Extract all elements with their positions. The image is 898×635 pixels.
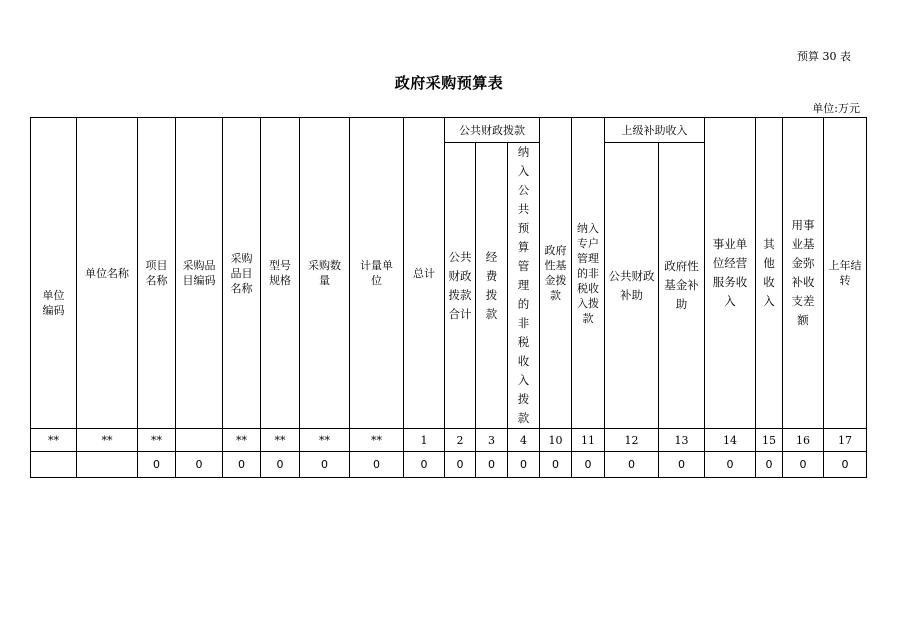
value-cell: 0 xyxy=(705,452,756,478)
header-public-fiscal-subtotal: 公共财政拨款合计 xyxy=(445,143,476,429)
header-non-tax-public: 纳入公共预算管理的非税收入拨款 xyxy=(508,143,540,429)
value-cell: 0 xyxy=(540,452,572,478)
procurement-budget-table xyxy=(30,117,867,478)
value-cell: 0 xyxy=(824,452,867,478)
column-number-cell: 2 xyxy=(445,429,476,452)
header-other-income: 其他收入 xyxy=(756,118,783,429)
column-number-cell: 12 xyxy=(605,429,659,452)
column-number-cell: ** xyxy=(350,429,404,452)
value-cell: 0 xyxy=(300,452,350,478)
column-number-cell: 4 xyxy=(508,429,540,452)
value-cell: 0 xyxy=(350,452,404,478)
header-quantity: 采购数量 xyxy=(300,118,350,429)
value-cell: 0 xyxy=(261,452,300,478)
header-total: 总计 xyxy=(404,118,445,429)
header-business-income: 事业单位经营服务收入 xyxy=(705,118,756,429)
value-cell: 0 xyxy=(508,452,540,478)
page-title: 政府采购预算表 xyxy=(394,74,504,92)
column-number-cell: ** xyxy=(300,429,350,452)
value-cell: 0 xyxy=(223,452,261,478)
column-number-cell: 3 xyxy=(476,429,508,452)
header-reserve-fund: 用事业基金弥补收支差额 xyxy=(783,118,824,429)
header-project-name: 项目名称 xyxy=(138,118,176,429)
column-number-cell: 17 xyxy=(824,429,867,452)
header-measure-unit: 计量单位 xyxy=(350,118,404,429)
value-row xyxy=(31,452,867,478)
column-number-cell: ** xyxy=(138,429,176,452)
header-carryover: 上年结转 xyxy=(824,118,867,429)
column-number-cell: 14 xyxy=(705,429,756,452)
value-cell: 0 xyxy=(605,452,659,478)
header-unit-code: 单位编码 xyxy=(31,118,77,429)
column-number-cell: 16 xyxy=(783,429,824,452)
header-funding: 经费拨款 xyxy=(476,143,508,429)
column-number-cell: 11 xyxy=(572,429,605,452)
header-spec: 型号规格 xyxy=(261,118,300,429)
column-number-cell: ** xyxy=(261,429,300,452)
column-number-cell: 13 xyxy=(659,429,705,452)
value-cell: 0 xyxy=(176,452,223,478)
column-number-row xyxy=(31,429,867,452)
value-cell: 0 xyxy=(783,452,824,478)
column-number-cell: ** xyxy=(77,429,138,452)
value-cell xyxy=(31,452,77,478)
value-cell: 0 xyxy=(659,452,705,478)
column-number-cell: ** xyxy=(223,429,261,452)
value-cell: 0 xyxy=(756,452,783,478)
value-cell: 0 xyxy=(445,452,476,478)
value-cell: 0 xyxy=(572,452,605,478)
column-number-cell: 10 xyxy=(540,429,572,452)
value-cell: 0 xyxy=(404,452,445,478)
header-unit-name: 单位名称 xyxy=(77,118,138,429)
column-number-cell: 1 xyxy=(404,429,445,452)
header-public-fiscal-subsidy: 公共财政补助 xyxy=(605,143,659,429)
header-gov-fund-subsidy: 政府性基金补助 xyxy=(659,143,705,429)
header-special-non-tax: 纳入专户管理的非税收入拨款 xyxy=(572,118,605,429)
value-cell xyxy=(77,452,138,478)
unit-label: 单位:万元 xyxy=(812,102,860,115)
column-number-cell xyxy=(176,429,223,452)
header-item-name: 采购品目名称 xyxy=(223,118,261,429)
header-item-code: 采购品目编码 xyxy=(176,118,223,429)
header-public-fiscal-group: 公共财政拨款 xyxy=(445,118,540,143)
column-number-cell: 15 xyxy=(756,429,783,452)
form-number: 预算 30 表 xyxy=(797,50,851,63)
value-cell: 0 xyxy=(138,452,176,478)
column-number-cell: ** xyxy=(31,429,77,452)
header-gov-fund: 政府性基金拨款 xyxy=(540,118,572,429)
value-cell: 0 xyxy=(476,452,508,478)
header-superior-subsidy-group: 上级补助收入 xyxy=(605,118,705,143)
